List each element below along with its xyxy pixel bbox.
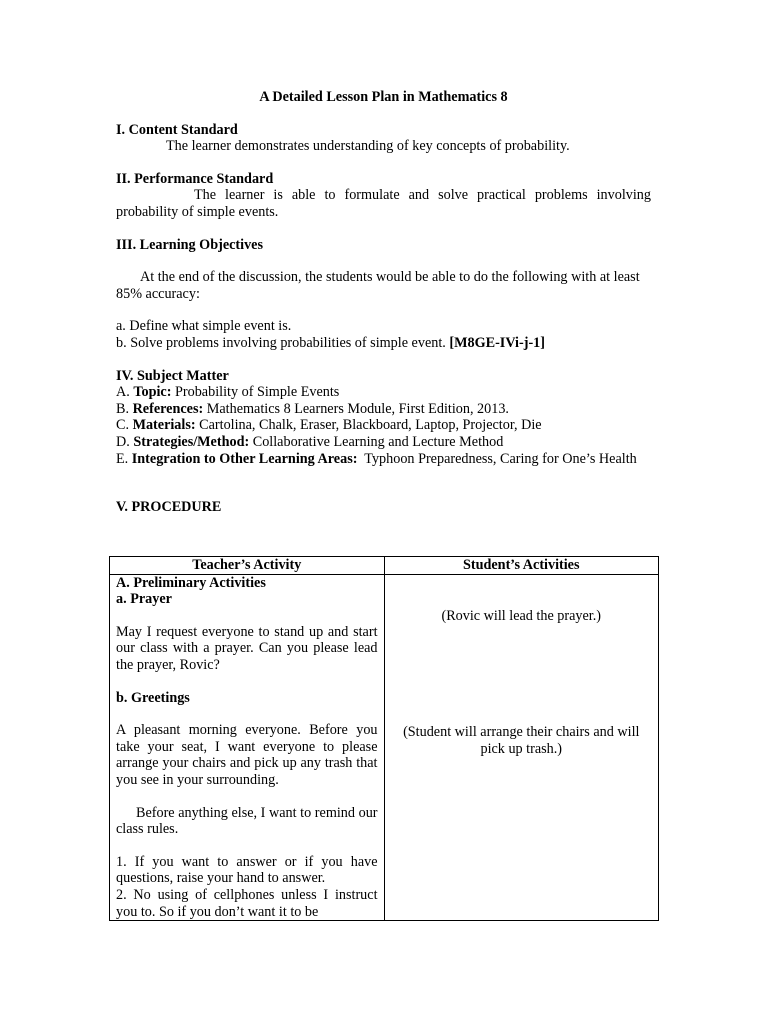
subject-references: [116, 401, 651, 418]
topic-label: Topic:: [133, 384, 172, 401]
references-prefix: B.: [116, 400, 130, 417]
materials-value: Cartolina, Chalk, Eraser, Blackboard, Laptop, Projector, Die: [199, 417, 542, 434]
greetings-heading: b. Greetings: [116, 689, 190, 706]
learning-objectives-intro: At the end of the discussion, the students would be able to do the following with at least 85% accuracy:: [116, 269, 640, 302]
procedure-table-row: [110, 574, 659, 921]
performance-standard-heading: II. Performance Standard: [116, 170, 274, 187]
strategies-label: Strategies/Method:: [133, 433, 250, 450]
performance-standard-text: The learner is able to formulate and solve practical problems involving probability of simple events.: [116, 187, 651, 220]
topic-value: Probability of Simple Events: [175, 384, 340, 401]
subject-strategies: [116, 434, 651, 451]
subject-integration: [116, 451, 651, 468]
student-arrange-response: (Student will arrange their chairs and will pick up trash.): [403, 724, 640, 757]
remind-text: Before anything else, I want to remind our class rules.: [116, 804, 378, 838]
topic-prefix: A.: [116, 384, 130, 401]
preliminary-heading: A. Preliminary Activities: [116, 574, 266, 591]
integration-value: Typhoon Preparedness, Caring for One’s Health: [364, 450, 637, 467]
procedure-table: [109, 556, 659, 921]
rule-2: 2. No using of cellphones unless I instruct you to. So if you don’t want it to be: [116, 886, 378, 920]
content-standard-text: The learner demonstrates understanding of key concepts of probability.: [166, 138, 570, 155]
references-label: References:: [132, 400, 204, 417]
rule-1: 1. If you want to answer or if you have questions, raise your hand to answer.: [116, 853, 378, 887]
integration-label: Integration to Other Learning Areas:: [131, 450, 358, 467]
subject-materials: [116, 417, 651, 434]
prayer-text: May I request everyone to stand up and start our class with a prayer. Can you please lead the prayer, Rovic?: [116, 623, 378, 673]
objective-b: [116, 335, 651, 352]
materials-prefix: C.: [116, 417, 130, 434]
strategies-value: Collaborative Learning and Lecture Method: [252, 433, 504, 450]
objective-b-text: b. Solve problems involving probabilities of simple event.: [116, 334, 446, 351]
objective-a: a. Define what simple event is.: [116, 318, 292, 335]
teacher-activity-cell: [110, 574, 385, 921]
references-value: Mathematics 8 Learners Module, First Edition, 2013.: [206, 400, 509, 417]
student-activity-header: Student’s Activities: [384, 557, 658, 575]
subject-topic: [116, 384, 651, 401]
student-prayer-response: (Rovic will lead the prayer.): [441, 607, 602, 624]
procedure-table-header: [110, 557, 659, 575]
document-title: A Detailed Lesson Plan in Mathematics 8: [259, 89, 508, 105]
student-activity-cell: [384, 574, 658, 921]
lesson-plan-page: [116, 89, 651, 516]
teacher-activity-header: Teacher’s Activity: [110, 557, 385, 575]
integration-prefix: E.: [116, 450, 129, 467]
greetings-text: A pleasant morning everyone. Before you take your seat, I want everyone to please arrange your chairs and pick up any trash that you see in your surrounding.: [116, 722, 378, 788]
objective-b-code: [M8GE-IVi-j-1]: [449, 334, 545, 351]
subject-matter-heading: IV. Subject Matter: [116, 367, 229, 384]
prayer-heading: a. Prayer: [116, 591, 172, 608]
learning-objectives-heading: III. Learning Objectives: [116, 236, 263, 253]
content-standard-heading: I. Content Standard: [116, 121, 238, 138]
strategies-prefix: D.: [116, 433, 130, 450]
materials-label: Materials:: [132, 417, 196, 434]
procedure-heading: V. PROCEDURE: [116, 499, 222, 516]
